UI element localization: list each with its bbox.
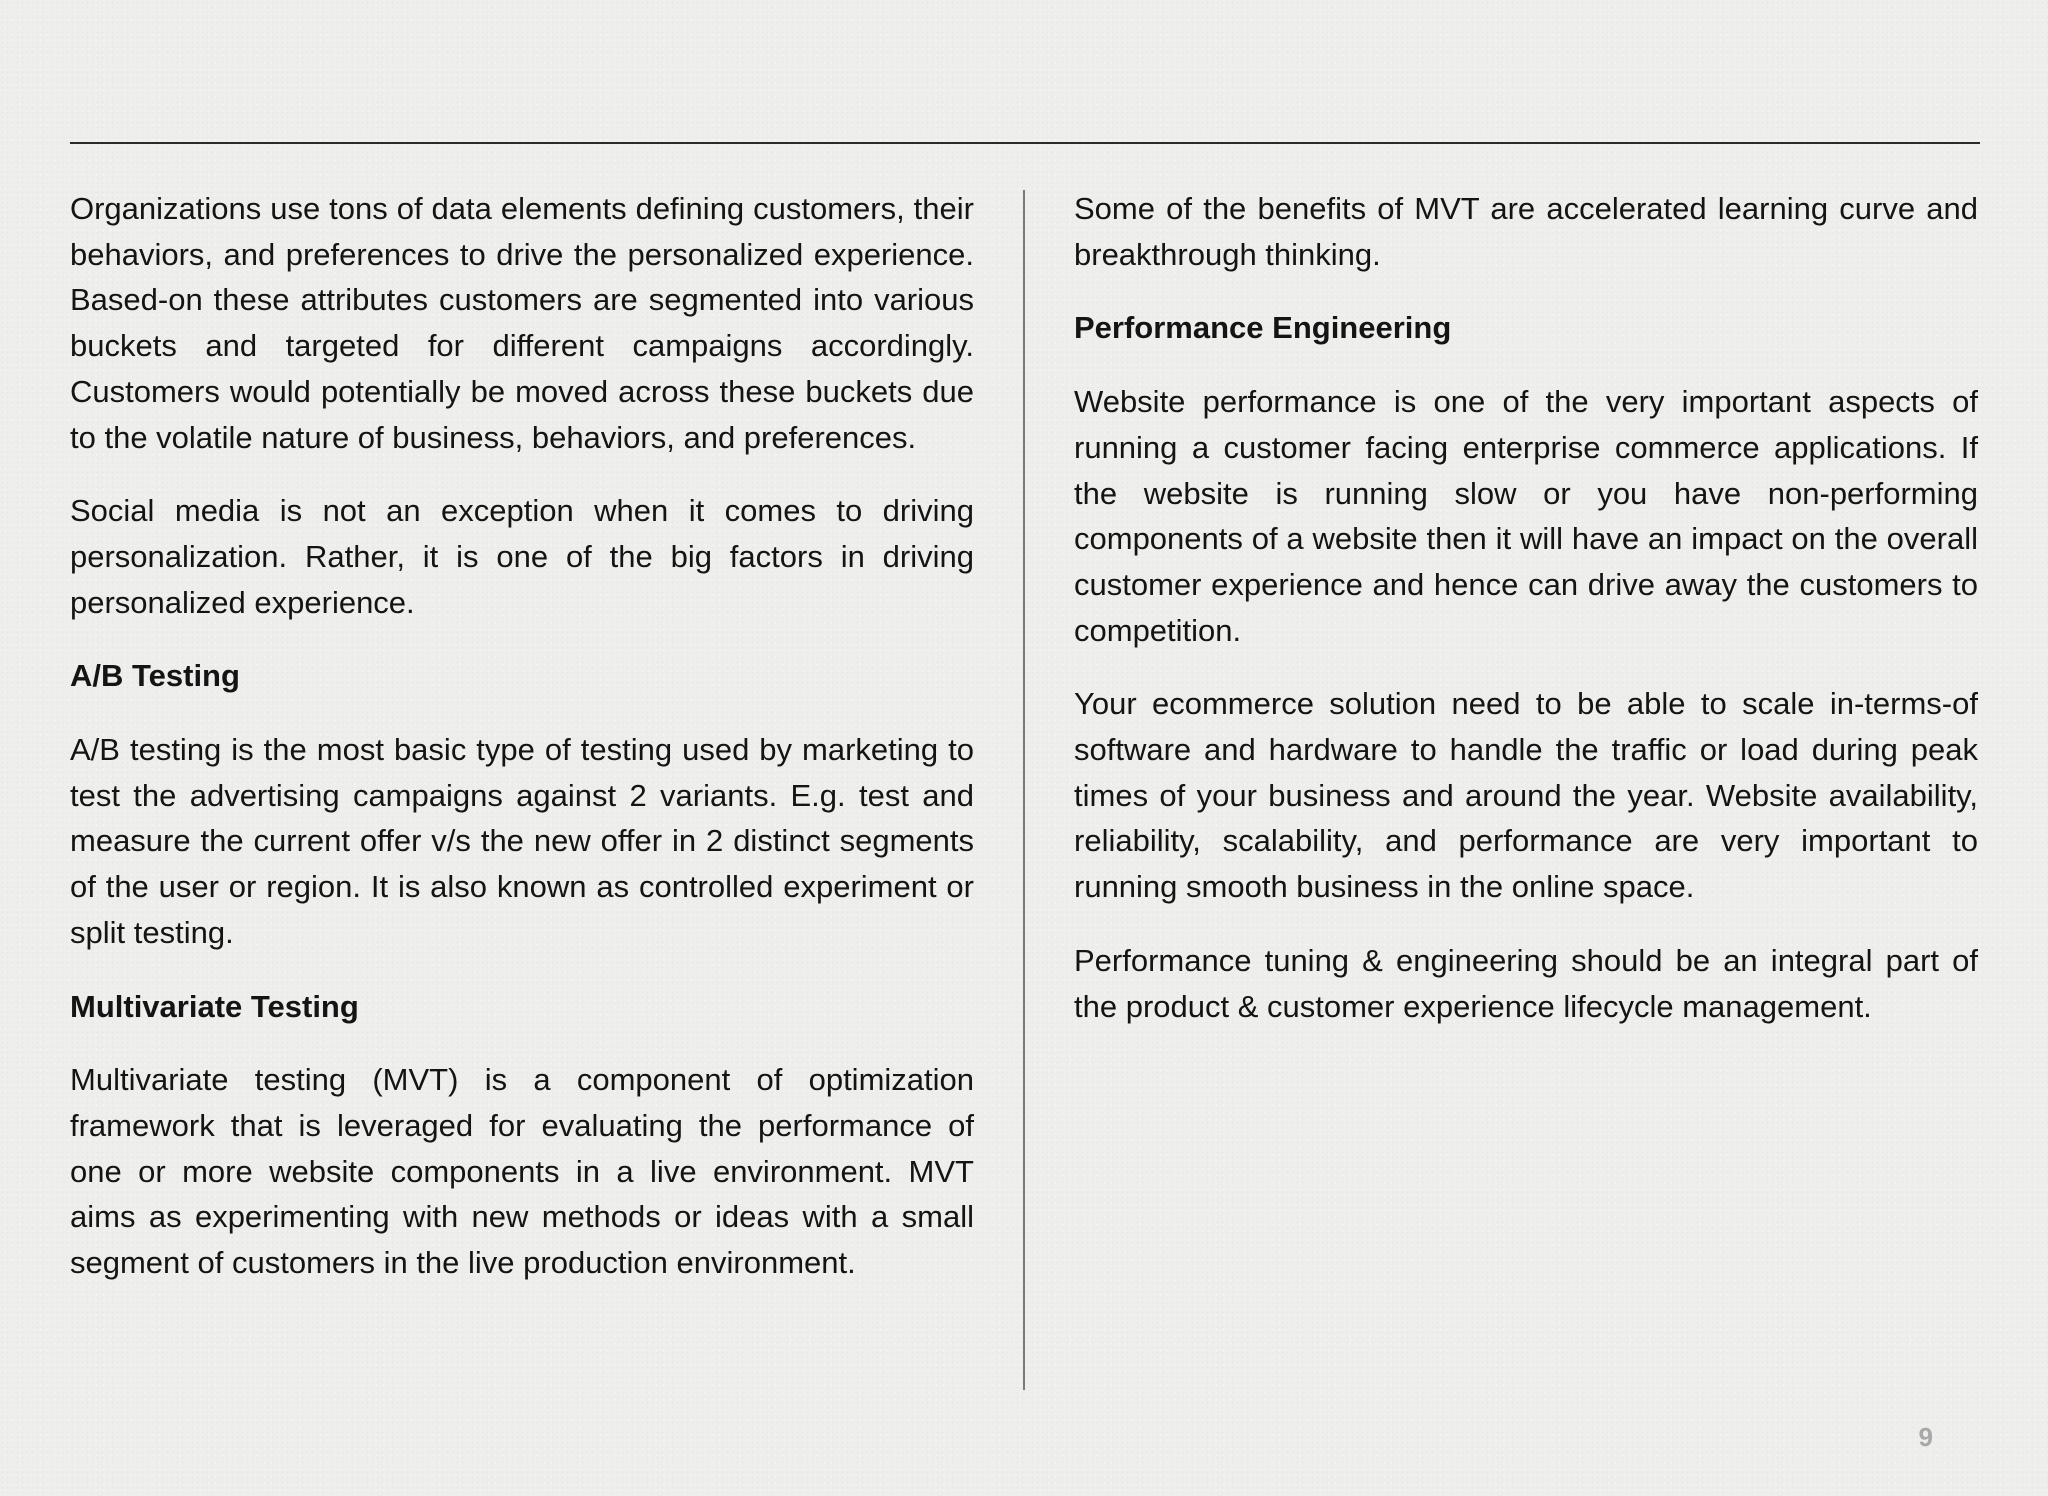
performance-paragraph-1: Website performance is one of the very important aspects of running a customer facing enterprise commerce applications. If the website is running slow or you have non-performing components of a website then it will have an impact on the overall customer experience and hence can drive away the customers to competition.: [1074, 384, 1978, 648]
multivariate-testing-paragraph: Multivariate testing (MVT) is a component of optimization framework that is leveraged for evaluating the performance of one or more website components in a live environment. MVT aims as experimenting with new methods or ideas with a small segment of customers in the live production environment.: [70, 1062, 974, 1281]
left-column: [70, 186, 974, 1314]
mvt-benefits-paragraph: Some of the benefits of MVT are accelerated learning curve and breakthrough thinking.: [1074, 191, 1978, 272]
ab-testing-heading: A/B Testing: [70, 658, 240, 694]
header-rule: [70, 142, 1980, 144]
multivariate-testing-heading: Multivariate Testing: [70, 988, 359, 1024]
performance-paragraph-3: Performance tuning & engineering should be an integral part of the product & customer experience lifecycle management.: [1074, 942, 1978, 1024]
ab-testing-paragraph: A/B testing is the most basic type of testing used by marketing to test the advertising campaigns against 2 variants. E.g. test and measure the current offer v/s the new offer in 2 distinct segments of the user or region. It is also known as controlled experiment or split testing.: [70, 732, 974, 950]
page-number: 9: [1918, 1422, 1933, 1452]
right-column: [1074, 186, 1978, 1057]
performance-paragraph-2: Your ecommerce solution need to be able to scale in-terms-of software and hardware to handle the traffic or load during peak times of your business and around the year. Website availability, reliability, scalability, and performance are very important to running smooth business in the online space.: [1074, 686, 1978, 905]
intro-paragraph: Organizations use tons of data elements defining customers, their behaviors, and preferences to drive the personalized experience. Based-on these attributes customers are segmented into various buckets and targeted for different campaigns accordingly. Customers would potentially be moved across these buckets due to the volatile nature of business, behaviors, and preferences.: [70, 191, 974, 455]
social-media-paragraph: Social media is not an exception when it comes to driving personalization. Rather, it is one of the big factors in driving personalized experience.: [70, 493, 974, 620]
column-divider: [1023, 190, 1025, 1390]
performance-engineering-heading: Performance Engineering: [1074, 310, 1452, 346]
